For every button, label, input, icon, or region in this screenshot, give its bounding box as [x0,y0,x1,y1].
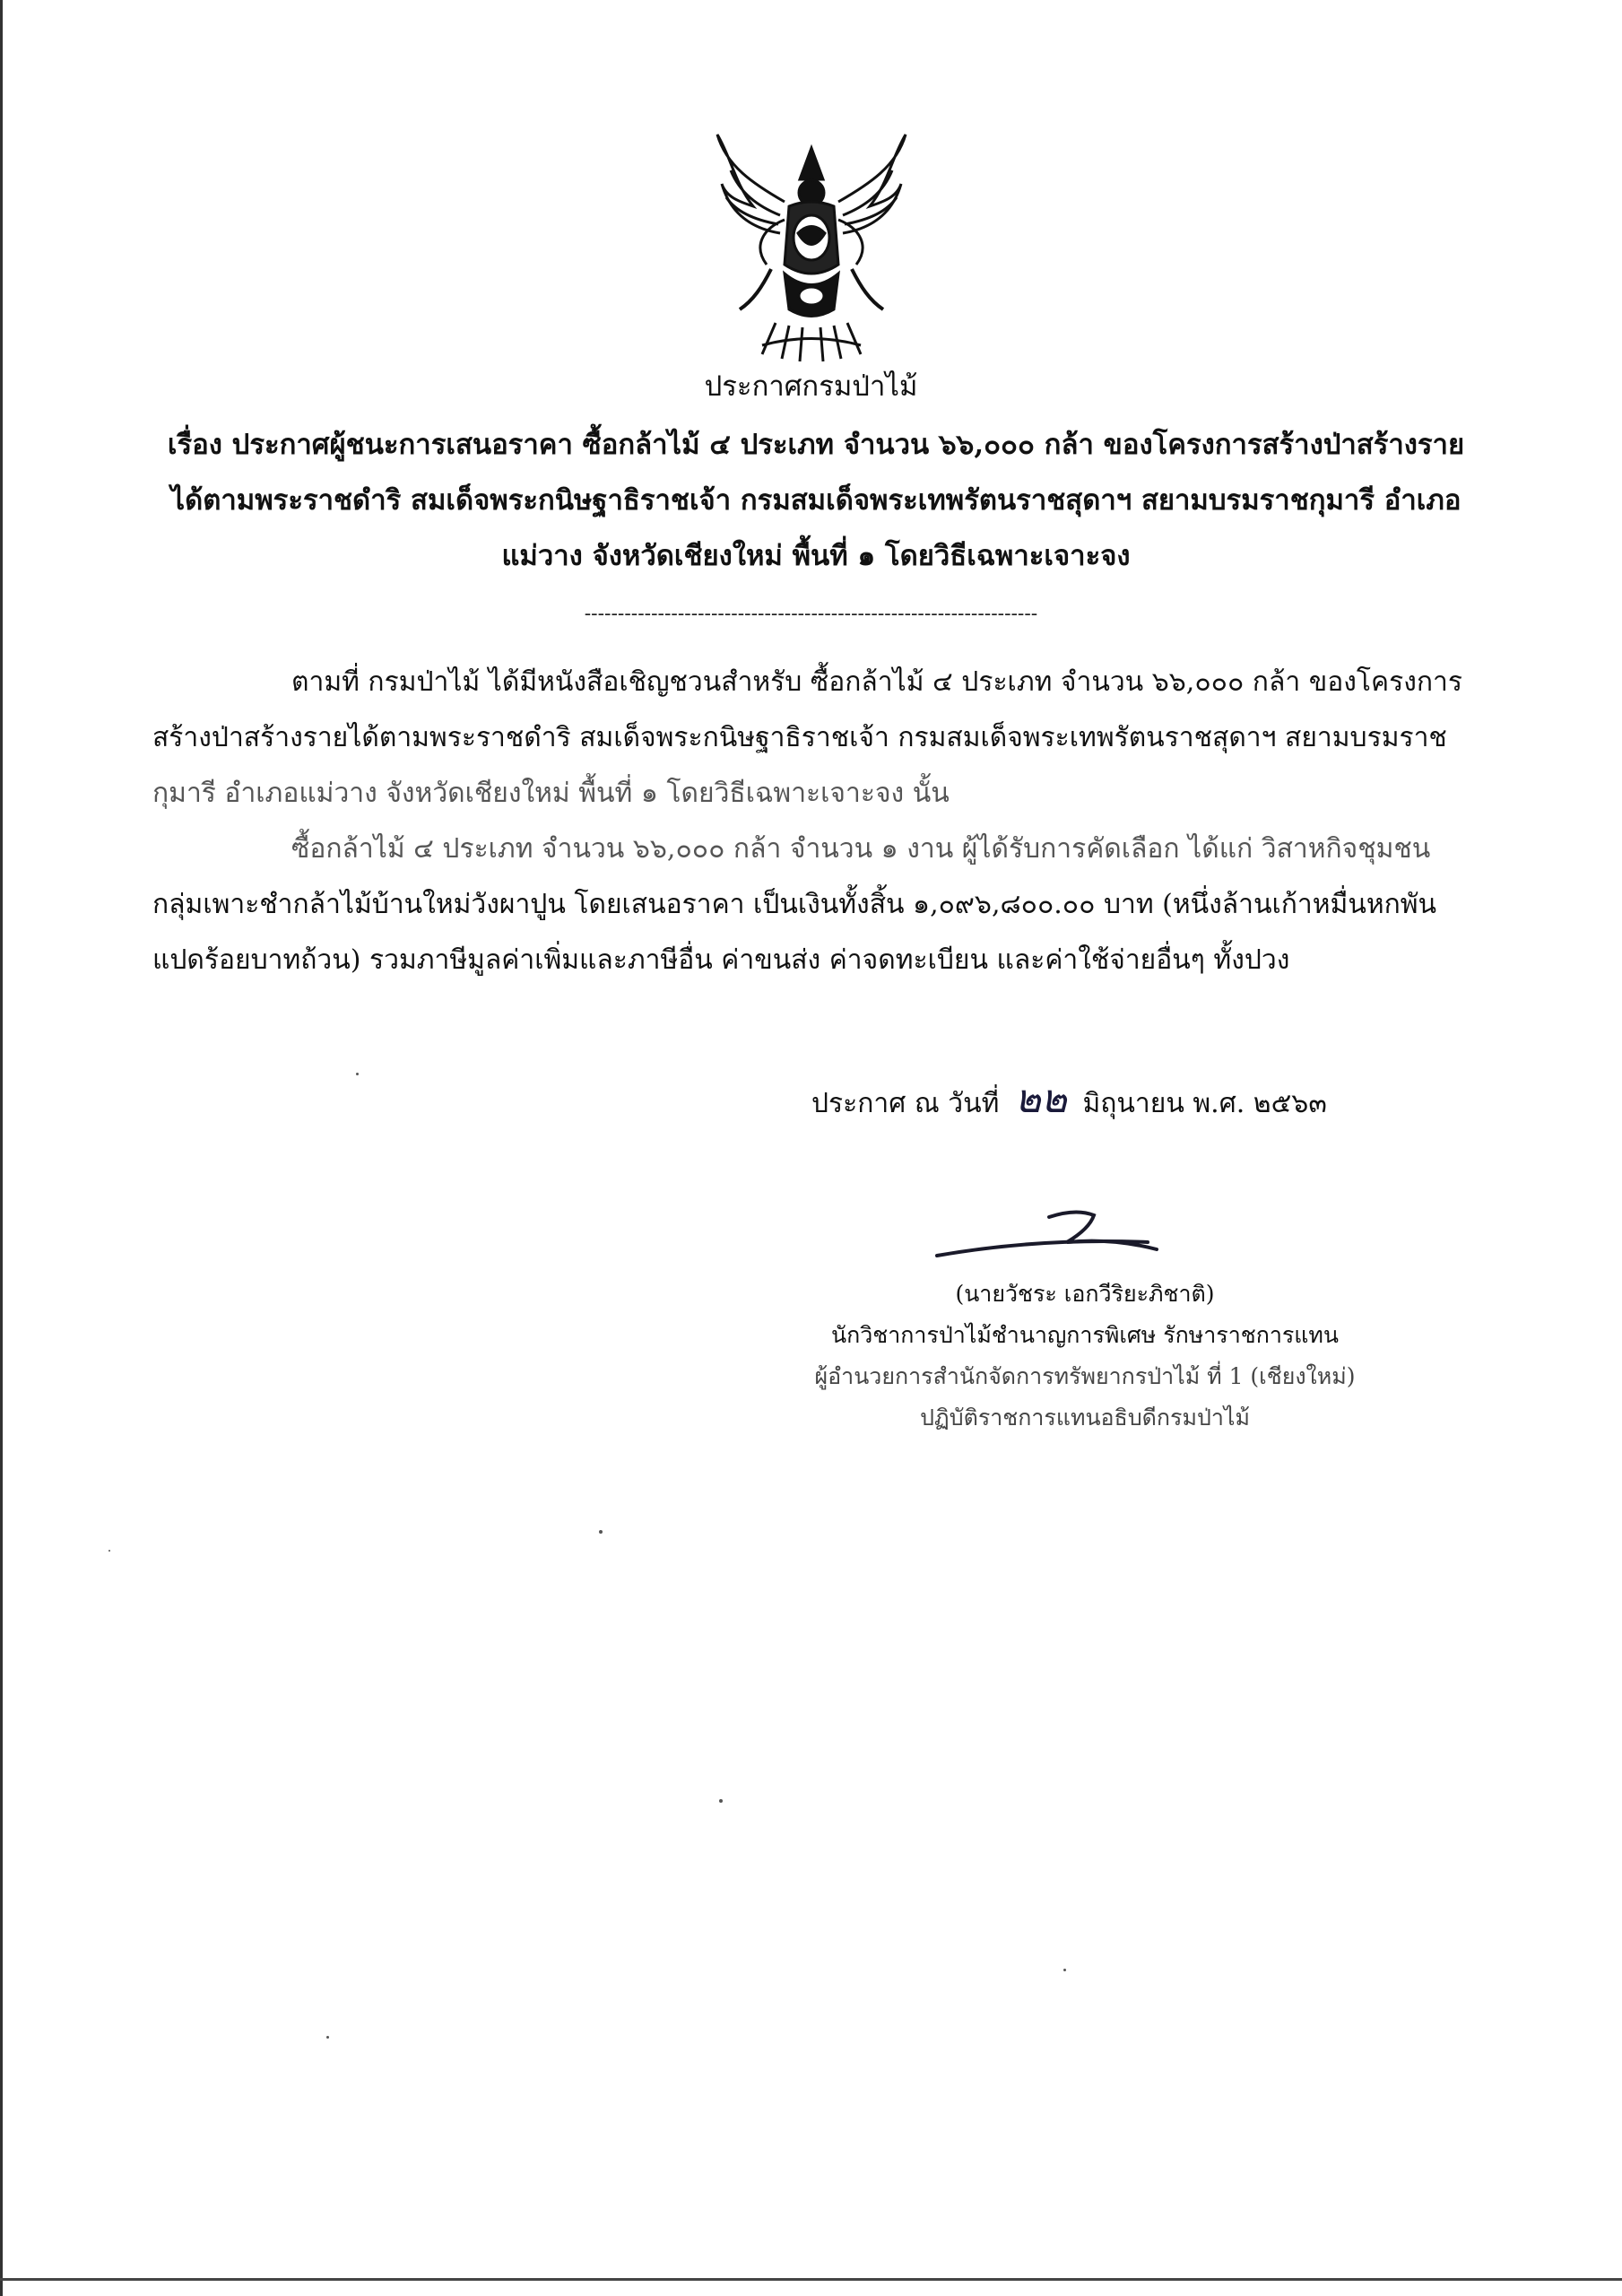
garuda-emblem-icon [699,130,924,363]
paragraph-2-line: แปดร้อยบาทถ้วน) รวมภาษีมูลค่าเพิ่มและภาษีอื่น ค่าขนส่ง ค่าจดทะเบียน และค่าใช้จ่ายอื่นๆ ทั้งปวง [152,944,1290,976]
scan-speck [108,1550,110,1552]
scan-speck [356,1073,359,1075]
signature-icon [932,1206,1201,1269]
document-title: ประกาศกรมป่าไม้ [704,370,918,403]
paragraph-1-line: ตามที่ กรมป่าไม้ ได้มีหนังสือเชิญชวนสำหรับ ซื้อกล้าไม้ ๔ ประเภท จำนวน ๖๖,๐๐๐ กล้า ของโครงการ [291,666,1462,698]
paragraph-1-line: กุมารี อำเภอแม่วาง จังหวัดเชียงใหม่ พื้นที่ ๑ โดยวิธีเฉพาะเจาะจง นั้น [152,778,950,809]
scan-speck [719,1799,723,1803]
paragraph-2-line: กลุ่มเพาะชำกล้าไม้บ้านใหม่วังผาปูน โดยเสนอราคา เป็นเงินทั้งสิ้น ๑,๐๙๖,๘๐๐.๐๐ บาท (หนึ่งล้านเก้าหมื่นหกพัน [152,889,1437,920]
scan-speck [326,2036,329,2039]
subject-line: เรื่อง ประกาศผู้ชนะการเสนอราคา ซื้อกล้าไม้ ๔ ประเภท จำนวน ๖๖,๐๐๐ กล้า ของโครงการสร้างป่าสร้างราย [167,429,1465,461]
signer-position-line: ปฏิบัติราชการแทนอธิบดีกรมป่าไม้ [920,1405,1250,1431]
subject-line: แม่วาง จังหวัดเชียงใหม่ พื้นที่ ๑ โดยวิธีเฉพาะเจาะจง [501,540,1131,572]
scan-speck [599,1530,603,1534]
separator-line: -------------------------------------------------------------------- [584,603,1038,625]
paragraph-1-line: สร้างป่าสร้างรายได้ตามพระราชดำริ สมเด็จพระกนิษฐาธิราชเจ้า กรมสมเด็จพระเทพรัตนราชสุดาฯ สยามบรมราช [152,722,1447,753]
signer-position-line: นักวิชาการป่าไม้ชำนาญการพิเศษ รักษาราชการแทน [831,1322,1339,1348]
document-subject [152,417,1479,584]
scan-edge-left [0,0,3,2296]
signer-name: (นายวัชระ เอกวีริยะภิชาติ) [955,1281,1215,1307]
signer-block [807,1274,1363,1439]
date-suffix: มิถุนายน พ.ศ. ๒๕๖๓ [1082,1088,1327,1119]
scan-speck [1063,1969,1066,1971]
date-prefix: ประกาศ ณ วันที่ [811,1088,1000,1119]
subject-line: ได้ตามพระราชดำริ สมเด็จพระกนิษฐาธิราชเจ้า กรมสมเด็จพระเทพรัตนราชสุดาฯ สยามบรมราชกุมารี อำเภอ [170,484,1462,517]
scan-edge-bottom [0,2278,1622,2281]
signer-position-line: ผู้อำนวยการสำนักจัดการทรัพยากรป่าไม้ ที่ 1 (เชียงใหม่) [814,1363,1356,1389]
paragraph-2-line: ซื้อกล้าไม้ ๔ ประเภท จำนวน ๖๖,๐๐๐ กล้า จำนวน ๑ งาน ผู้ได้รับการคัดเลือก ได้แก่ วิสาหกิจชุมชน [291,833,1431,865]
announcement-date [811,1067,1327,1130]
date-day-handwritten: ๒๒ [1014,1076,1067,1122]
document-body [152,655,1479,988]
